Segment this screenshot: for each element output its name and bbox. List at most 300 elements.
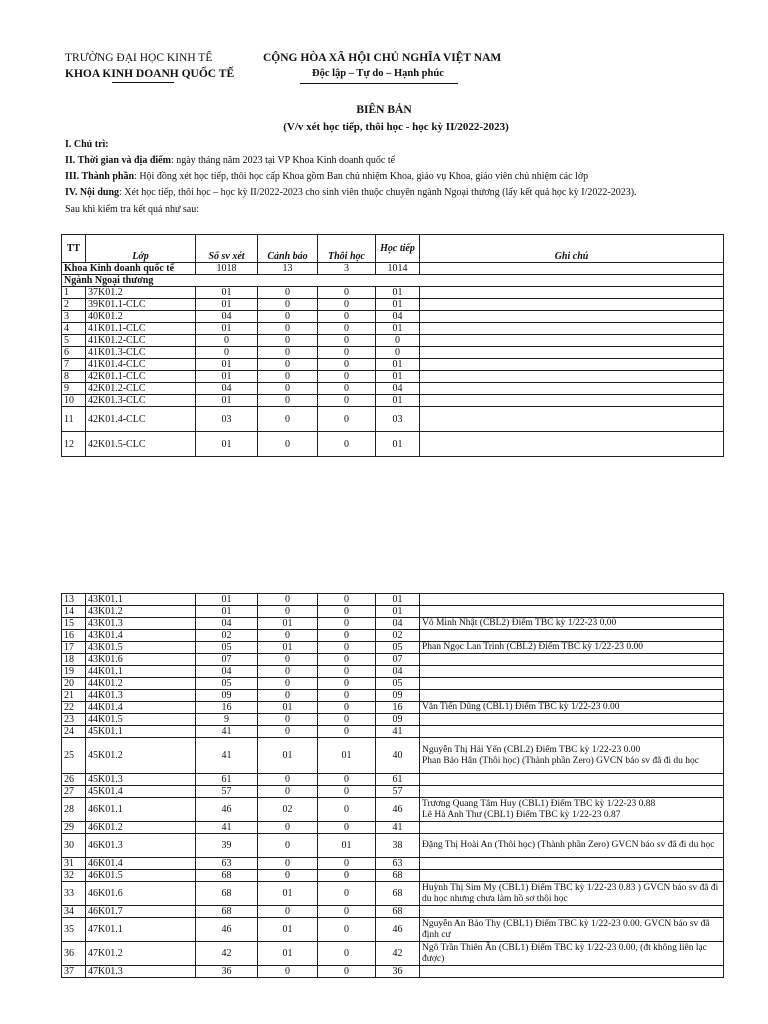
- cell-hoc-tiep: 61: [376, 774, 420, 786]
- cell-tt: 4: [62, 323, 86, 335]
- cell-canh-bao: 01: [258, 642, 318, 654]
- cell-so-sv: 0: [196, 347, 258, 359]
- cell-thoi-hoc: 0: [318, 882, 376, 906]
- cell-tt: 25: [62, 738, 86, 774]
- cell-lop: 45K01.1: [86, 726, 196, 738]
- cell-tt: 8: [62, 371, 86, 383]
- cell-canh-bao: 02: [258, 798, 318, 822]
- cell-lop: 43K01.1: [86, 594, 196, 606]
- cell-lop: 47K01.2: [86, 942, 196, 966]
- cell-lop: 39K01.1-CLC: [86, 299, 196, 311]
- cell-ghi-chu: [420, 822, 724, 834]
- cell-tt: 26: [62, 774, 86, 786]
- results-table-part-1: [61, 234, 724, 457]
- table-row: [62, 822, 724, 834]
- cell-hoc-tiep: 01: [376, 606, 420, 618]
- cell-so-sv: 04: [196, 383, 258, 395]
- cell-canh-bao: 0: [258, 858, 318, 870]
- cell-lop: 46K01.7: [86, 906, 196, 918]
- table-row: [62, 966, 724, 978]
- cell-thoi-hoc: 0: [318, 702, 376, 714]
- cell-hoc-tiep: 03: [376, 407, 420, 432]
- cell-canh-bao: 0: [258, 774, 318, 786]
- cell-thoi-hoc: 0: [318, 347, 376, 359]
- cell-thoi-hoc: 0: [318, 630, 376, 642]
- cell-so-sv: 57: [196, 786, 258, 798]
- cell-so-sv: 01: [196, 594, 258, 606]
- cell-thoi-hoc: 0: [318, 786, 376, 798]
- cell-canh-bao: 01: [258, 882, 318, 906]
- cell-lop: 44K01.2: [86, 678, 196, 690]
- cell-tt: 14: [62, 606, 86, 618]
- cell-tt: 30: [62, 834, 86, 858]
- table-row: [62, 714, 724, 726]
- total-ghi-chu: [420, 263, 724, 275]
- cell-hoc-tiep: 04: [376, 383, 420, 395]
- cell-ghi-chu: [420, 606, 724, 618]
- cell-canh-bao: 0: [258, 714, 318, 726]
- table-row: [62, 798, 724, 822]
- cell-tt: 3: [62, 311, 86, 323]
- cell-hoc-tiep: 01: [376, 395, 420, 407]
- cell-so-sv: 01: [196, 371, 258, 383]
- table-row: [62, 702, 724, 714]
- cell-ghi-chu: [420, 966, 724, 978]
- cell-ghi-chu: [420, 786, 724, 798]
- table-row: [62, 906, 724, 918]
- cell-hoc-tiep: 68: [376, 870, 420, 882]
- cell-tt: 28: [62, 798, 86, 822]
- cell-thoi-hoc: 0: [318, 870, 376, 882]
- cell-ghi-chu: [420, 774, 724, 786]
- cell-thoi-hoc: 0: [318, 774, 376, 786]
- cell-so-sv: 01: [196, 287, 258, 299]
- table-row: [62, 690, 724, 702]
- cell-tt: 27: [62, 786, 86, 798]
- cell-hoc-tiep: 04: [376, 666, 420, 678]
- section-3-label: III. Thành phần: [65, 171, 135, 182]
- cell-so-sv: 61: [196, 774, 258, 786]
- cell-canh-bao: 0: [258, 594, 318, 606]
- section-4-text: : Xét học tiếp, thôi học – học kỳ II/2022-2023 cho sinh viên thuộc chuyên ngành Ngoại thương (lấy kết quả học kỳ I/2022-2023).: [119, 187, 637, 198]
- motto-underline: [300, 83, 458, 84]
- cell-so-sv: 01: [196, 299, 258, 311]
- cell-ghi-chu: [420, 347, 724, 359]
- table-row: [62, 642, 724, 654]
- cell-tt: 32: [62, 870, 86, 882]
- cell-ghi-chu: Huỳnh Thị Sim My (CBL1) Điểm TBC kỳ 1/22-23 0.83 ) GVCN báo sv đã đi du học nhưng chưa làm hồ sơ thôi học: [420, 882, 724, 906]
- table-header-row: [62, 235, 724, 263]
- table-row: [62, 287, 724, 299]
- cell-hoc-tiep: 07: [376, 654, 420, 666]
- cell-hoc-tiep: 05: [376, 678, 420, 690]
- cell-tt: 31: [62, 858, 86, 870]
- cell-hoc-tiep: 02: [376, 630, 420, 642]
- cell-tt: 10: [62, 395, 86, 407]
- cell-hoc-tiep: 01: [376, 594, 420, 606]
- cell-hoc-tiep: 36: [376, 966, 420, 978]
- cell-ghi-chu: [420, 726, 724, 738]
- total-thoi-hoc: 3: [318, 263, 376, 275]
- cell-canh-bao: 0: [258, 432, 318, 457]
- table-row: [62, 335, 724, 347]
- cell-lop: 43K01.3: [86, 618, 196, 630]
- table-row: [62, 432, 724, 457]
- faculty-underline: [112, 82, 174, 83]
- section-2-label: II. Thời gian và địa điểm: [65, 155, 171, 166]
- cell-canh-bao: 01: [258, 738, 318, 774]
- cell-canh-bao: 0: [258, 870, 318, 882]
- cell-lop: 43K01.6: [86, 654, 196, 666]
- cell-tt: 12: [62, 432, 86, 457]
- cell-thoi-hoc: 0: [318, 918, 376, 942]
- cell-thoi-hoc: 0: [318, 966, 376, 978]
- cell-lop: 45K01.3: [86, 774, 196, 786]
- cell-lop: 46K01.3: [86, 834, 196, 858]
- table-row: [62, 834, 724, 858]
- cell-hoc-tiep: 01: [376, 299, 420, 311]
- section-after: Sau khi kiểm tra kết quả như sau:: [65, 204, 200, 215]
- cell-lop: 41K01.1-CLC: [86, 323, 196, 335]
- cell-lop: 47K01.3: [86, 966, 196, 978]
- table-row: [62, 738, 724, 774]
- table-row: [62, 666, 724, 678]
- cell-canh-bao: 0: [258, 335, 318, 347]
- cell-tt: 29: [62, 822, 86, 834]
- total-label: Khoa Kinh doanh quốc tế: [62, 263, 196, 275]
- cell-hoc-tiep: 01: [376, 287, 420, 299]
- cell-ghi-chu: [420, 299, 724, 311]
- section-2-text: : ngày tháng năm 2023 tại VP Khoa Kinh doanh quốc tế: [170, 155, 396, 166]
- cell-hoc-tiep: 40: [376, 738, 420, 774]
- cell-canh-bao: 0: [258, 966, 318, 978]
- cell-canh-bao: 0: [258, 359, 318, 371]
- cell-thoi-hoc: 0: [318, 395, 376, 407]
- cell-hoc-tiep: 09: [376, 690, 420, 702]
- cell-canh-bao: 0: [258, 299, 318, 311]
- cell-thoi-hoc: 0: [318, 287, 376, 299]
- cell-hoc-tiep: 05: [376, 642, 420, 654]
- cell-hoc-tiep: 01: [376, 323, 420, 335]
- cell-lop: 44K01.3: [86, 690, 196, 702]
- cell-lop: 43K01.4: [86, 630, 196, 642]
- cell-hoc-tiep: 41: [376, 822, 420, 834]
- table-row: [62, 942, 724, 966]
- cell-so-sv: 09: [196, 690, 258, 702]
- cell-ghi-chu: [420, 678, 724, 690]
- cell-lop: 43K01.5: [86, 642, 196, 654]
- cell-ghi-chu: [420, 666, 724, 678]
- cell-so-sv: 39: [196, 834, 258, 858]
- col-header-lop: Lớp: [86, 235, 196, 263]
- cell-so-sv: 03: [196, 407, 258, 432]
- cell-so-sv: 05: [196, 678, 258, 690]
- cell-canh-bao: 01: [258, 702, 318, 714]
- cell-so-sv: 0: [196, 335, 258, 347]
- cell-ghi-chu: Phan Ngọc Lan Trinh (CBL2) Điểm TBC kỳ 1/22-23 0.00: [420, 642, 724, 654]
- cell-canh-bao: 01: [258, 918, 318, 942]
- cell-canh-bao: 0: [258, 834, 318, 858]
- cell-canh-bao: 0: [258, 347, 318, 359]
- cell-thoi-hoc: 01: [318, 834, 376, 858]
- cell-tt: 6: [62, 347, 86, 359]
- republic-title: CỘNG HÒA XÃ HỘI CHỦ NGHĨA VIỆT NAM: [263, 52, 502, 64]
- cell-ghi-chu: [420, 335, 724, 347]
- cell-so-sv: 68: [196, 882, 258, 906]
- cell-so-sv: 36: [196, 966, 258, 978]
- cell-lop: 46K01.1: [86, 798, 196, 822]
- cell-tt: 35: [62, 918, 86, 942]
- cell-thoi-hoc: 0: [318, 654, 376, 666]
- col-header-thoi-hoc: Thôi học: [318, 235, 376, 263]
- doc-title: BIÊN BẢN: [356, 104, 412, 116]
- section-1-label: I. Chủ trì:: [65, 139, 109, 150]
- cell-so-sv: 01: [196, 395, 258, 407]
- cell-tt: 16: [62, 630, 86, 642]
- group-label: Ngành Ngoại thương: [62, 275, 724, 287]
- cell-ghi-chu: [420, 371, 724, 383]
- cell-canh-bao: 0: [258, 630, 318, 642]
- cell-canh-bao: 0: [258, 383, 318, 395]
- cell-so-sv: 68: [196, 870, 258, 882]
- table-row: [62, 618, 724, 630]
- cell-tt: 18: [62, 654, 86, 666]
- table-row: [62, 630, 724, 642]
- cell-ghi-chu: Ngô Trần Thiên Ân (CBL1) Điểm TBC kỳ 1/22-23 0.00, (đt không liên lạc được): [420, 942, 724, 966]
- table-row: [62, 395, 724, 407]
- table-row: [62, 786, 724, 798]
- table-row: [62, 371, 724, 383]
- cell-ghi-chu: [420, 395, 724, 407]
- cell-thoi-hoc: 0: [318, 299, 376, 311]
- cell-ghi-chu: [420, 906, 724, 918]
- col-header-hoc-tiep: Học tiếp: [376, 235, 420, 263]
- cell-ghi-chu: [420, 858, 724, 870]
- section-3: [65, 171, 588, 182]
- cell-ghi-chu: Võ Minh Nhật (CBL2) Điểm TBC kỳ 1/22-23 0.00: [420, 618, 724, 630]
- cell-thoi-hoc: 0: [318, 642, 376, 654]
- cell-canh-bao: 01: [258, 618, 318, 630]
- cell-so-sv: 01: [196, 606, 258, 618]
- cell-thoi-hoc: 0: [318, 690, 376, 702]
- cell-so-sv: 42: [196, 942, 258, 966]
- cell-thoi-hoc: 0: [318, 383, 376, 395]
- cell-hoc-tiep: 42: [376, 942, 420, 966]
- cell-tt: 19: [62, 666, 86, 678]
- cell-so-sv: 63: [196, 858, 258, 870]
- col-header-so-sv: Số sv xét: [196, 235, 258, 263]
- table-row: [62, 858, 724, 870]
- cell-canh-bao: 0: [258, 678, 318, 690]
- cell-ghi-chu: Văn Tiến Dũng (CBL1) Điểm TBC kỳ 1/22-23 0.00: [420, 702, 724, 714]
- cell-so-sv: 16: [196, 702, 258, 714]
- cell-thoi-hoc: 0: [318, 726, 376, 738]
- cell-lop: 42K01.2-CLC: [86, 383, 196, 395]
- cell-lop: 42K01.3-CLC: [86, 395, 196, 407]
- cell-lop: 42K01.1-CLC: [86, 371, 196, 383]
- section-3-text: : Hội đồng xét học tiếp, thôi học cấp Khoa gồm Ban chủ nhiệm Khoa, giáo vụ Khoa, giáo viên chủ nhiệm các lớp: [134, 171, 589, 182]
- cell-hoc-tiep: 01: [376, 432, 420, 457]
- cell-so-sv: 04: [196, 666, 258, 678]
- cell-tt: 11: [62, 407, 86, 432]
- cell-canh-bao: 0: [258, 287, 318, 299]
- cell-thoi-hoc: 0: [318, 678, 376, 690]
- cell-hoc-tiep: 46: [376, 918, 420, 942]
- cell-lop: 46K01.2: [86, 822, 196, 834]
- cell-lop: 46K01.5: [86, 870, 196, 882]
- cell-thoi-hoc: 01: [318, 738, 376, 774]
- cell-lop: 42K01.5-CLC: [86, 432, 196, 457]
- cell-so-sv: 41: [196, 726, 258, 738]
- cell-thoi-hoc: 0: [318, 371, 376, 383]
- cell-canh-bao: 0: [258, 654, 318, 666]
- cell-canh-bao: 0: [258, 407, 318, 432]
- cell-hoc-tiep: 01: [376, 359, 420, 371]
- col-header-tt: TT: [62, 235, 86, 263]
- cell-ghi-chu: Nguyễn Thị Hải Yến (CBL2) Điểm TBC kỳ 1/22-23 0.00 Phan Bảo Hân (Thôi học) (Thành phần Zero) GVCN báo sv đã đi du học: [420, 738, 724, 774]
- table-row: [62, 678, 724, 690]
- cell-lop: 46K01.4: [86, 858, 196, 870]
- cell-so-sv: 9: [196, 714, 258, 726]
- cell-so-sv: 68: [196, 906, 258, 918]
- total-hoc-tiep: 1014: [376, 263, 420, 275]
- cell-canh-bao: 0: [258, 606, 318, 618]
- cell-ghi-chu: [420, 630, 724, 642]
- cell-hoc-tiep: 01: [376, 371, 420, 383]
- table-row: [62, 774, 724, 786]
- motto: Độc lập – Tự do – Hạnh phúc: [312, 68, 444, 79]
- col-header-canh-bao: Cảnh báo: [258, 235, 318, 263]
- cell-ghi-chu: [420, 323, 724, 335]
- cell-tt: 1: [62, 287, 86, 299]
- cell-lop: 46K01.6: [86, 882, 196, 906]
- cell-so-sv: 41: [196, 738, 258, 774]
- cell-ghi-chu: [420, 407, 724, 432]
- cell-tt: 17: [62, 642, 86, 654]
- cell-hoc-tiep: 16: [376, 702, 420, 714]
- cell-thoi-hoc: 0: [318, 858, 376, 870]
- table-row: [62, 918, 724, 942]
- cell-thoi-hoc: 0: [318, 618, 376, 630]
- school-name: TRƯỜNG ĐẠI HỌC KINH TẾ: [65, 52, 213, 64]
- cell-so-sv: 07: [196, 654, 258, 666]
- table-row: [62, 606, 724, 618]
- cell-thoi-hoc: 0: [318, 311, 376, 323]
- cell-ghi-chu: [420, 594, 724, 606]
- cell-canh-bao: 0: [258, 371, 318, 383]
- table-row: [62, 654, 724, 666]
- cell-lop: 45K01.4: [86, 786, 196, 798]
- cell-thoi-hoc: 0: [318, 407, 376, 432]
- table-row: [62, 323, 724, 335]
- table-row: [62, 726, 724, 738]
- table-row: [62, 870, 724, 882]
- cell-tt: 22: [62, 702, 86, 714]
- cell-thoi-hoc: 0: [318, 359, 376, 371]
- cell-thoi-hoc: 0: [318, 323, 376, 335]
- table-row: [62, 311, 724, 323]
- total-row: [62, 263, 724, 275]
- cell-tt: 37: [62, 966, 86, 978]
- cell-lop: 43K01.2: [86, 606, 196, 618]
- cell-ghi-chu: [420, 432, 724, 457]
- cell-canh-bao: 0: [258, 726, 318, 738]
- cell-ghi-chu: Đặng Thị Hoài An (Thôi học) (Thành phần Zero) GVCN báo sv đã đi du học: [420, 834, 724, 858]
- cell-lop: 41K01.4-CLC: [86, 359, 196, 371]
- cell-canh-bao: 0: [258, 906, 318, 918]
- cell-so-sv: 04: [196, 618, 258, 630]
- section-4-label: IV. Nội dung: [65, 187, 120, 198]
- cell-canh-bao: 0: [258, 395, 318, 407]
- cell-canh-bao: 0: [258, 311, 318, 323]
- table-row: [62, 383, 724, 395]
- cell-lop: 45K01.2: [86, 738, 196, 774]
- cell-thoi-hoc: 0: [318, 822, 376, 834]
- cell-so-sv: 01: [196, 432, 258, 457]
- section-4: [65, 187, 637, 198]
- cell-lop: 41K01.3-CLC: [86, 347, 196, 359]
- cell-thoi-hoc: 0: [318, 335, 376, 347]
- cell-lop: 44K01.5: [86, 714, 196, 726]
- cell-lop: 41K01.2-CLC: [86, 335, 196, 347]
- cell-canh-bao: 0: [258, 666, 318, 678]
- cell-thoi-hoc: 0: [318, 714, 376, 726]
- cell-thoi-hoc: 0: [318, 906, 376, 918]
- cell-tt: 23: [62, 714, 86, 726]
- section-2: [65, 155, 395, 166]
- cell-lop: 42K01.4-CLC: [86, 407, 196, 432]
- cell-tt: 33: [62, 882, 86, 906]
- cell-so-sv: 02: [196, 630, 258, 642]
- cell-ghi-chu: [420, 870, 724, 882]
- total-canh-bao: 13: [258, 263, 318, 275]
- col-header-ghi-chu: Ghi chú: [420, 235, 724, 263]
- cell-tt: 15: [62, 618, 86, 630]
- cell-tt: 13: [62, 594, 86, 606]
- cell-so-sv: 46: [196, 798, 258, 822]
- cell-tt: 20: [62, 678, 86, 690]
- table-row: [62, 347, 724, 359]
- cell-so-sv: 41: [196, 822, 258, 834]
- faculty-name: KHOA KINH DOANH QUỐC TẾ: [65, 68, 235, 80]
- cell-hoc-tiep: 68: [376, 882, 420, 906]
- cell-tt: 34: [62, 906, 86, 918]
- cell-tt: 7: [62, 359, 86, 371]
- cell-hoc-tiep: 04: [376, 618, 420, 630]
- cell-lop: 44K01.1: [86, 666, 196, 678]
- cell-canh-bao: 0: [258, 690, 318, 702]
- cell-ghi-chu: [420, 714, 724, 726]
- cell-thoi-hoc: 0: [318, 666, 376, 678]
- cell-ghi-chu: [420, 383, 724, 395]
- cell-tt: 21: [62, 690, 86, 702]
- cell-hoc-tiep: 09: [376, 714, 420, 726]
- cell-lop: 44K01.4: [86, 702, 196, 714]
- cell-canh-bao: 0: [258, 323, 318, 335]
- cell-thoi-hoc: 0: [318, 594, 376, 606]
- cell-so-sv: 01: [196, 323, 258, 335]
- cell-lop: 47K01.1: [86, 918, 196, 942]
- cell-so-sv: 46: [196, 918, 258, 942]
- table-row: [62, 407, 724, 432]
- cell-ghi-chu: [420, 311, 724, 323]
- cell-ghi-chu: [420, 287, 724, 299]
- cell-thoi-hoc: 0: [318, 798, 376, 822]
- cell-hoc-tiep: 63: [376, 858, 420, 870]
- doc-subtitle: (V/v xét học tiếp, thôi học - học kỳ II/2022-2023): [283, 121, 509, 133]
- cell-hoc-tiep: 68: [376, 906, 420, 918]
- group-row: [62, 275, 724, 287]
